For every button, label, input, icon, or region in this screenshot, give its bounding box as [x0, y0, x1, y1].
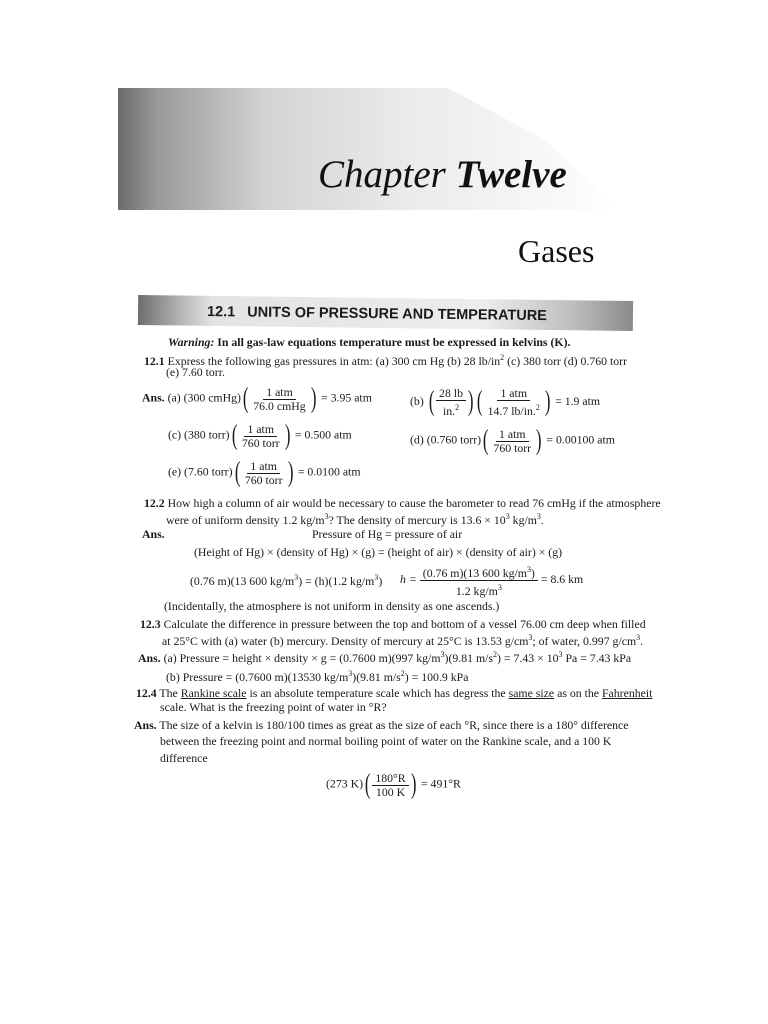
- problem-number: 12.1: [144, 353, 165, 368]
- problem-number: 12.4: [136, 686, 157, 700]
- problem-12-3-question: 12.3 Calculate the difference in pressure between the top and bottom of a vessel 76.00 cm deep when filled: [140, 617, 646, 631]
- answer-label: Ans.: [138, 650, 161, 665]
- answer-12-4-formula: (273 K)( $\frac{180^\circ R}{100 K}$ ) = 491°R: [326, 769, 461, 800]
- problem-12-3-question-cont: at 25°C with (a) water (b) mercury. Density of mercury at 25°C is 13.53 $g/cm^3$; of water, 0.997 $g/cm^3$.: [162, 633, 644, 648]
- answer-12-2-line-2: (Height of Hg) × (density of Hg) × (g) = (height of air) × (density of air) × (g): [194, 545, 563, 559]
- fraction: $\frac{\text{1 atm}}{\text{76.0 cmHg}}$: [253, 384, 306, 413]
- problem-12-1-question-cont: (e) 7.60 torr.: [166, 365, 225, 379]
- answer-label: Ans.: [142, 527, 165, 541]
- answer-12-2-line-1: Pressure of Hg = pressure of air: [312, 527, 463, 541]
- fraction: $\frac{\text{1 atm}}{14.7 lb/in.^2}$: [487, 386, 540, 418]
- answer-12-3-b: (b) Pressure = (0.7600 m)(13530 $kg/m^3)(9.81$ $m/s^2) = 100.9$ kPa: [166, 669, 469, 684]
- page-title: Gases: [518, 233, 595, 269]
- answer-12-3-a: Ans. (a) Pressure = height × density × g = (0.7600 m)(997 $kg/m^3)(9.81$ $m/s^2) = 7.43 \times 10^3$ Pa = 7.43 kPa: [138, 650, 632, 665]
- section-title: UNITS OF PRESSURE AND TEMPERATURE: [247, 304, 547, 325]
- answer-12-4-line-2: between the freezing point and normal boiling point of water on the Rankine scale, and a 100 K: [160, 734, 612, 748]
- problem-12-4-question-cont: scale. What is the freezing point of water in °R?: [160, 700, 387, 714]
- answer-12-2-note: (Incidentally, the atmosphere is not uniform in density as one ascends.): [164, 599, 500, 613]
- answer-12-1-d: (d) (0.760 torr)( $\frac{\text{1 atm}}{\text{760 torr}}$ ) = 0.00100 atm: [410, 425, 615, 456]
- warning-line: [168, 335, 570, 349]
- answer-12-4-line-1: Ans. The size of a kelvin is 180/100 times as great as the size of each °R, since there is a 180° difference: [134, 718, 629, 732]
- answer-12-1-c: (c) (380 torr)( $\frac{\text{1 atm}}{\text{760 torr}}$ ) = 0.500 atm: [168, 420, 352, 451]
- fraction: $\frac{\text{1 atm}}{\text{760 torr}}$: [241, 421, 280, 450]
- problem-number: 12.2: [144, 496, 165, 510]
- problem-12-4-question: 12.4 The Rankine scale is an absolute temperature scale which has degress the same size as on the Fahrenheit: [136, 686, 653, 700]
- answer-12-2-height-formula: h = $\frac{(0.76 m)(13 600 kg/m^3)}{1.2 kg/m^3}$ = 8.6 km: [400, 565, 584, 598]
- fraction: $\frac{28 lb}{in.^2}$: [436, 387, 466, 418]
- answer-12-1-e: (e) (7.60 torr)( $\frac{\text{1 atm}}{\text{760 torr}}$ ) = 0.0100 atm: [168, 457, 361, 488]
- fraction: $\frac{\text{1 atm}}{\text{760 torr}}$: [244, 458, 283, 487]
- fraction: $\frac{180^\circ R}{100 K}$: [372, 772, 408, 799]
- problem-12-2-question-cont: were of uniform density 1.2 $kg/m^3$? The density of mercury is $13.6 \times 10^3$ $kg/m^3$.: [166, 512, 544, 527]
- section-number: 12.1: [206, 304, 236, 321]
- chapter-number: Twelve: [455, 153, 567, 196]
- fraction: $\frac{\text{1 atm}}{\text{760 torr}}$: [493, 426, 532, 455]
- problem-number: 12.3: [140, 617, 161, 631]
- answer-label: Ans.: [142, 390, 165, 405]
- problem-12-1-question: 12.1 Express the following gas pressures in atm: (a) 300 cm Hg (b) 28 $lb/in^2$ (c) 380 torr (d) 0.760 torr: [144, 353, 628, 368]
- answer-12-2-line-3: (0.76 m)(13 600 $kg/m^3) = (h)(1.2$ $kg/m^3$): [190, 573, 383, 588]
- answer-12-1-a: Ans. (a) (300 cmHg)( $\frac{\text{1 atm}}{\text{76.0 cmHg}}$ ) = 3.95 atm: [142, 383, 372, 414]
- answer-label: Ans.: [134, 718, 157, 732]
- warning-text: In all gas-law equations temperature must be expressed in kelvins (K).: [217, 335, 571, 349]
- problem-12-2-question: 12.2 How high a column of air would be necessary to cause the barometer to read 76 cmHg if the atmosphere: [144, 496, 661, 510]
- chapter-title: [318, 152, 567, 197]
- fraction: $\frac{(0.76 m)(13 600 kg/m^3)}{1.2 kg/m^3}$: [420, 563, 538, 598]
- answer-12-4-line-3: difference: [160, 751, 208, 765]
- answer-12-1-b: (b) ( $\frac{28 lb}{in.^2}$ ) ( $\frac{\text{1 atm}}{14.7 lb/in.^2}$ ) = 1.9 atm: [410, 386, 601, 418]
- warning-label: Warning:: [168, 335, 215, 349]
- chapter-word: Chapter: [318, 153, 446, 196]
